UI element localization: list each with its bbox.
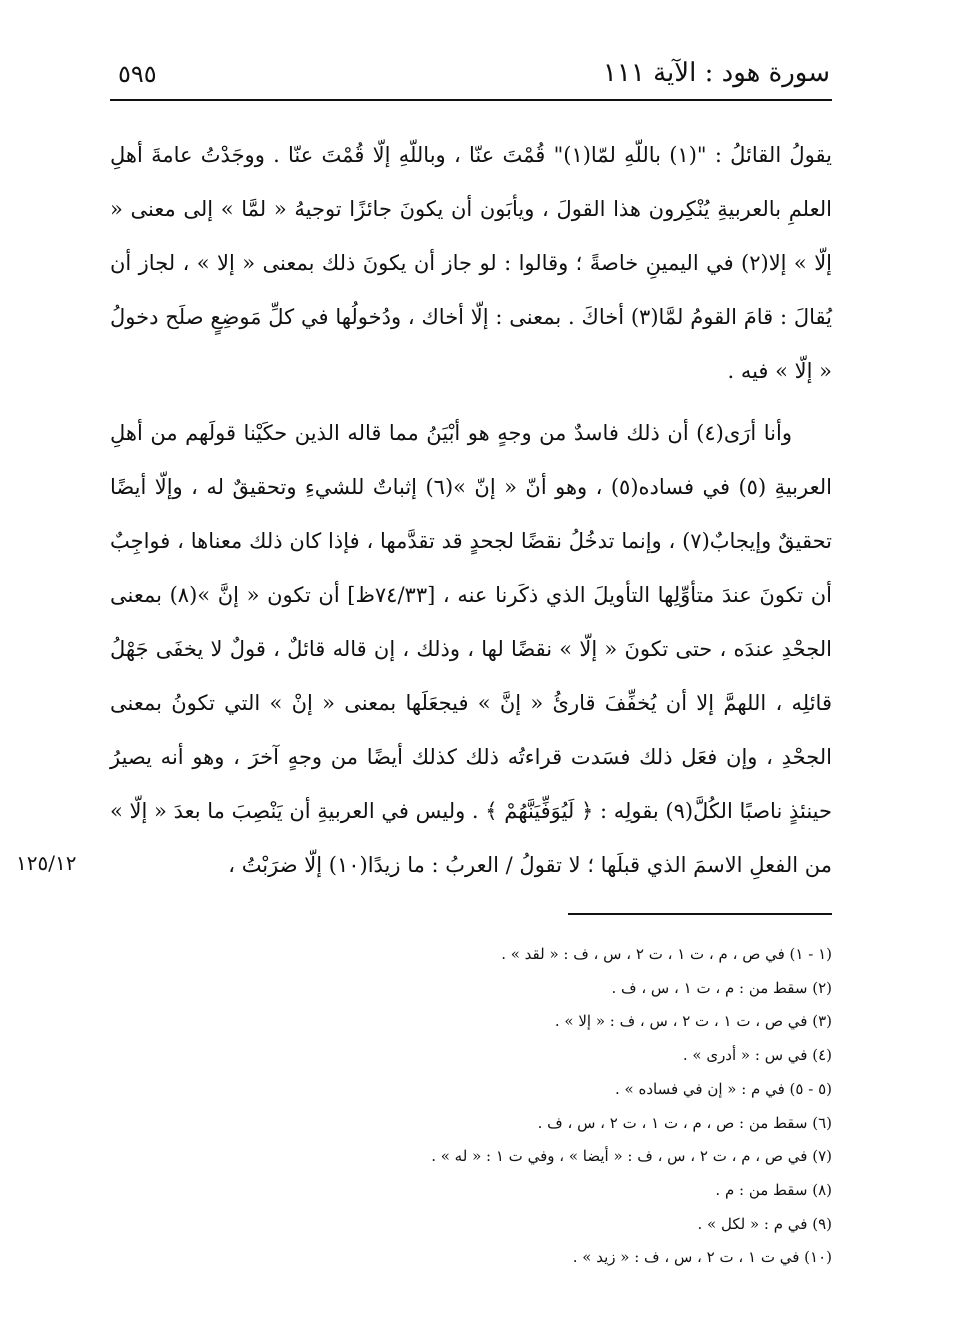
footnote: (١ - ١) في ص ، م ، ت ١ ، ت ٢ ، س ، ف : « لقد » . [501, 945, 832, 963]
paragraph: وأنا أرَى(٤) أن ذلك فاسدٌ من وجهٍ هو أبْيَنُ مما قاله الذين حكَيْنا قولَهم من أهلِ العربيةِ (٥) في فساده(٥) ، وهو أنّ « إنّ »(٦) إثباتٌ للشيءِ وتحقيقٌ له ، وإلّا أيضًا تحقيقٌ وإيجابٌ(٧) ، وإنما تدخُلُ نقضًا لجحدٍ قد تقدَّمها ، فإذا كان ذلك معناها ، فواجِبٌ أن تكونَ عندَ متأوِّلِها التأويلَ الذي ذكَرنا عنه ، [٧٤/٣٣ظ] أن تكون « إنَّ »(٨) بمعنى الجحْدِ عندَه ، حتى تكونَ « إلّا » نقضًا لها ، وذلك ، إن قاله قائلٌ ، قولٌ لا يخفَى جَهْلُ قائلِه ، اللهمَّ إلا أن يُخفِّفَ قارئُ « إنَّ » فيجعَلَها بمعنى « إنْ » التي تكونُ بمعنى الجحْدِ ، وإن فعَل ذلك فسَدت قراءتُه ذلك كذلك أيضًا من وجهٍ آخرَ ، وهو أنه يصيرُ حينئذٍ ناصبًا الكُلَّ(٩) بقولِه : ﴿ لَيُوَفِّيَنَّهُمْ ﴾ . وليس في العربيةِ أن يَنْصِبَ ما بعدَ « إلّا » من الفعلِ الاسمَ الذي قبلَها ؛ لا تقولُ / العربُ : ما زيدًا(١٠) إلّا ضرَبْتُ ، [110, 421, 832, 877]
footnote: (٤) في س : « أدرى » . [682, 1046, 832, 1065]
footnote: (٢) سقط من : م ، ت ١ ، س ، ف . [611, 978, 832, 997]
marginal-reference: ١٢٥/١٢ [16, 851, 77, 875]
footnote: (١٠) في ت ١ ، ت ٢ ، س ، ف : « زيد » . [572, 1248, 832, 1267]
page-number: ٥٩٥ [118, 60, 157, 88]
page-header [110, 58, 830, 98]
footnote: (٣) في ص ، ت ١ ، ت ٢ ، س ، ف : « إلا » . [554, 1012, 832, 1031]
footnote: (٩) في م : « لكل » . [697, 1214, 832, 1233]
main-text [110, 128, 832, 892]
footnote: (٨) سقط من : م . [715, 1180, 832, 1199]
footnote: (٧) في ص ، م ، ت ٢ ، س ، ف : « أيضا » ، وفي ت ١ : « له » . [431, 1147, 832, 1166]
footnote: (٥ - ٥) في م : « إن في فساده » . [614, 1079, 832, 1098]
paragraph: يقولُ القائلُ : "(١) باللّهِ لمّا(١)" قُمْتَ عنّا ، وباللّهِ إلّا قُمْتَ عنّا . ووجَدْتُ عامةَ أهلِ العلمِ بالعربيةِ يُنْكِرون هذا القولَ ، ويأبَون أن يكونَ جائزًا توجيهُ « لمَّا » إلى معنى « إلّا » إلا(٢) في اليمينِ خاصةً ؛ وقالوا : لو جاز أن يكونَ ذلك بمعنى « إلا » ، لجاز أن يُقالَ : قامَ القومُ لمَّا(٣) أخاكَ . بمعنى : إلّا أخاك ، ودُخولُها في كلِّ مَوضِعٍ صلَح دخولُ « إلّا » فيه . [110, 143, 833, 383]
footnote-divider [568, 913, 832, 915]
running-title: سورة هود : الآية ١١١ [602, 58, 830, 88]
header-divider [110, 99, 832, 101]
footnote: (٦) سقط من : ص ، م ، ت ١ ، ت ٢ ، س ، ف . [537, 1113, 832, 1132]
footnotes-list [110, 938, 832, 1275]
